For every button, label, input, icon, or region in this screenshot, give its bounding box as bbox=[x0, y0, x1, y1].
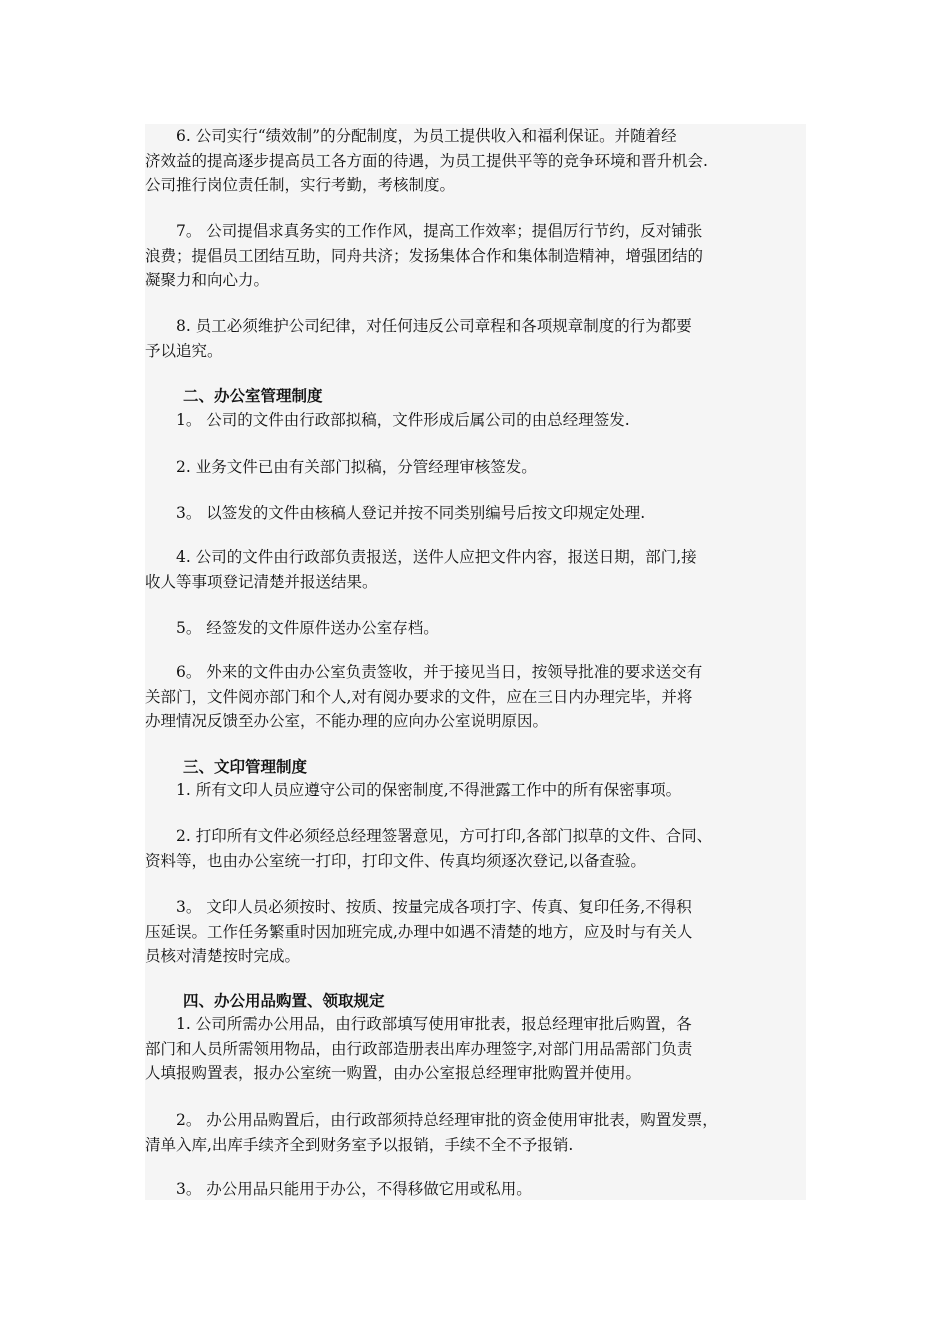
paragraph-office-5 bbox=[145, 616, 806, 641]
paragraph-office-2 bbox=[145, 455, 806, 480]
paragraph-office-1 bbox=[145, 408, 806, 433]
text-line: 3。 办公用品只能用于办公，不得移做它用或私用。 bbox=[145, 1180, 532, 1198]
text-line: 6。 外来的文件由办公室负责签收，并于接见当日，按领导批准的要求送交有 bbox=[145, 663, 703, 681]
paragraph-general-8 bbox=[145, 314, 806, 363]
text-line: 人填报购置表，报办公室统一购置，由办公室报总经理审批购置并使用。 bbox=[145, 1064, 642, 1082]
paragraph-printing-2 bbox=[145, 824, 806, 873]
text-line: 办理情况反馈至办公室，不能办理的应向办公室说明原因。 bbox=[145, 712, 549, 730]
paragraph-printing-1 bbox=[145, 778, 806, 803]
text-line: 部门和人员所需领用物品，由行政部造册表出库办理签字,对部门用品需部门负责 bbox=[145, 1039, 693, 1058]
text-line: 2. 业务文件已由有关部门拟稿，分管经理审核签发。 bbox=[145, 458, 537, 476]
section-heading-office: 二、办公室管理制度 bbox=[183, 387, 323, 405]
text-line: 压延误。工作任务繁重时因加班完成,办理中如遇不清楚的地方，应及时与有关人 bbox=[145, 922, 693, 941]
text-line: 资料等，也由办公室统一打印，打印文件、传真均须逐次登记,以备查验。 bbox=[145, 851, 646, 870]
paragraph-office-6 bbox=[145, 660, 806, 734]
paragraph-supplies-3 bbox=[145, 1177, 806, 1202]
paragraph-printing-3 bbox=[145, 895, 806, 969]
text-line: 凝聚力和向心力。 bbox=[145, 271, 270, 289]
paragraph-supplies-1 bbox=[145, 1012, 806, 1086]
text-line: 员核对清楚按时完成。 bbox=[145, 947, 301, 965]
text-line: 收人等事项登记清楚并报送结果。 bbox=[145, 572, 378, 591]
section-heading-supplies: 四、办公用品购置、领取规定 bbox=[183, 992, 385, 1010]
text-line: 3。 以签发的文件由核稿人登记并按不同类别编号后按文印规定处理. bbox=[145, 504, 646, 522]
text-line: 1. 所有文印人员应遵守公司的保密制度,不得泄露工作中的所有保密事项。 bbox=[145, 781, 682, 799]
paragraph-general-6 bbox=[145, 124, 806, 198]
text-line: 1. 公司所需办公用品，由行政部填写使用审批表，报总经理审批后购置，各 bbox=[145, 1015, 692, 1033]
text-line: 公司推行岗位责任制，实行考勤，考核制度。 bbox=[145, 176, 456, 194]
text-line: 浪费；提倡员工团结互助，同舟共济；发扬集体合作和集体制造精神，增强团结的 bbox=[145, 246, 704, 265]
text-line: 2。 办公用品购置后，由行政部须持总经理审批的资金使用审批表，购置发票， bbox=[145, 1111, 718, 1129]
text-line: 3。 文印人员必须按时、按质、按量完成各项打字、传真、复印任务,不得积 bbox=[145, 898, 692, 916]
paragraph-office-4 bbox=[145, 545, 806, 594]
text-line: 1。 公司的文件由行政部拟稿，文件形成后属公司的由总经理签发. bbox=[145, 411, 630, 429]
text-line: 关部门，文件阅亦部门和个人,对有阅办要求的文件，应在三日内办理完毕，并将 bbox=[145, 687, 693, 706]
section-heading-printing: 三、文印管理制度 bbox=[183, 758, 308, 776]
text-line: 5。 经签发的文件原件送办公室存档。 bbox=[145, 619, 439, 637]
paragraph-office-3 bbox=[145, 501, 806, 526]
text-line: 4. 公司的文件由行政部负责报送，送件人应把文件内容，报送日期，部门,接 bbox=[145, 548, 697, 566]
text-line: 7。 公司提倡求真务实的工作作风，提高工作效率；提倡厉行节约，反对铺张 bbox=[145, 222, 703, 240]
paragraph-supplies-2 bbox=[145, 1108, 806, 1157]
text-line: 清单入库,出库手续齐全到财务室予以报销，手续不全不予报销. bbox=[145, 1135, 574, 1154]
text-line: 2. 打印所有文件必须经总经理签署意见，方可打印,各部门拟草的文件、合同、 bbox=[145, 827, 713, 845]
text-line: 予以追究。 bbox=[145, 341, 223, 360]
text-line: 6. 公司实行“绩效制”的分配制度，为员工提供收入和福利保证。并随着经 bbox=[145, 127, 677, 145]
text-line: 8. 员工必须维护公司纪律，对任何违反公司章程和各项规章制度的行为都要 bbox=[145, 317, 692, 335]
document-body bbox=[145, 124, 806, 1200]
text-line: 济效益的提高逐步提高员工各方面的待遇，为员工提供平等的竞争环境和晋升机会. bbox=[145, 151, 708, 170]
paragraph-general-7 bbox=[145, 219, 806, 293]
